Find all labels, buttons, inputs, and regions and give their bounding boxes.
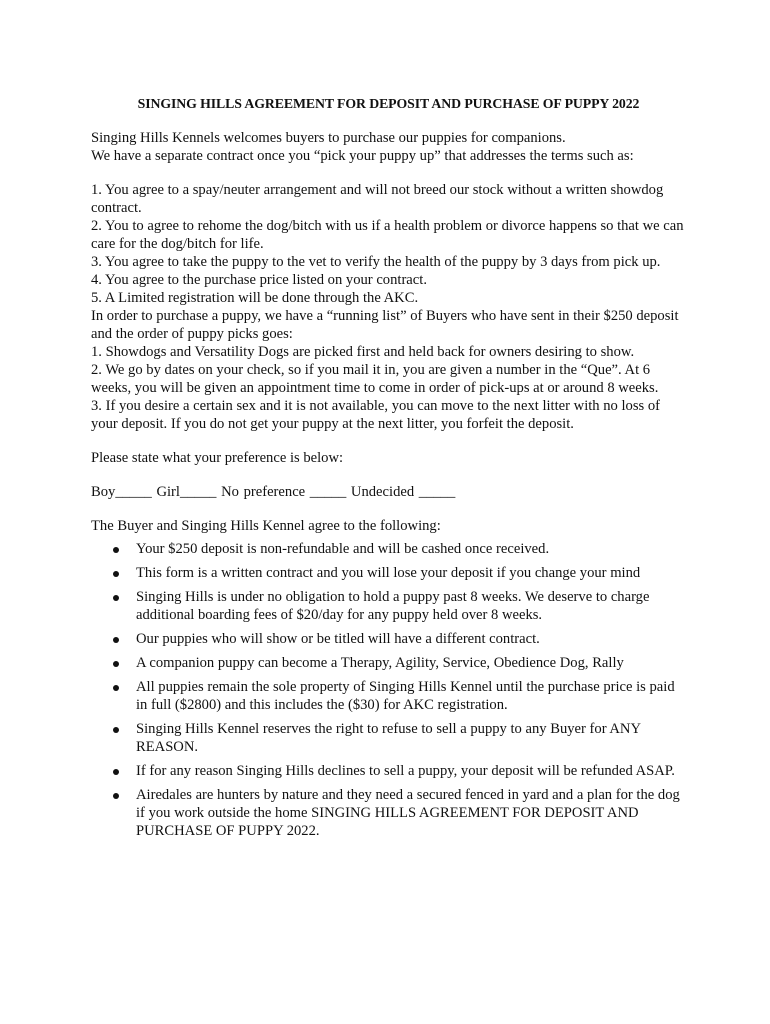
list-item [91,678,686,714]
intro-section [91,129,686,165]
bullet-dot-icon [113,685,119,691]
agreement-bullet-list [91,540,686,840]
list-item [91,720,686,756]
preference-prompt: Please state what your preference is below: [91,450,344,466]
terms-section [91,181,686,433]
term-5: 5. A Limited registration will be done through the AKC. [91,290,419,306]
bullet-text: A companion puppy can become a Therapy, Agility, Service, Obedience Dog, Rally [136,655,624,671]
bullet-dot-icon [113,637,119,643]
bullet-dot-icon [113,571,119,577]
bullet-text: Your $250 deposit is non-refundable and will be cashed once received. [136,541,550,557]
bullet-dot-icon [113,661,119,667]
bullet-text: Our puppies who will show or be titled will have a different contract. [136,631,540,647]
bullet-dot-icon [113,547,119,553]
term-4: 4. You agree to the purchase price listed on your contract. [91,272,427,288]
preference-choices-section [91,483,686,501]
pick-3: 3. If you desire a certain sex and it is not available, you can move to the next litter with no loss of your deposit. If you do not get your puppy at the next litter, you forfeit the deposit. [91,398,661,432]
bullet-text: Singing Hills Kennel reserves the right to refuse to sell a puppy to any Buyer for ANY REASON. [136,721,641,755]
bullet-text: Airedales are hunters by nature and they need a secured fenced in yard and a plan for the dog if you work outside the home SINGING HILLS AGREEMENT FOR DEPOSIT AND PURCHASE OF PUPPY 2022. [136,787,680,839]
bullet-dot-icon [113,727,119,733]
intro-line-2: We have a separate contract once you “pick your puppy up” that addresses the terms such as: [91,148,634,164]
list-item [91,654,686,672]
agreement-section [91,517,686,840]
list-item [91,630,686,648]
term-2: 2. You to agree to rehome the dog/bitch with us if a health problem or divorce happens so that we can care for the dog/bitch for life. [91,218,684,252]
bullet-dot-icon [113,769,119,775]
bullet-text: If for any reason Singing Hills declines to sell a puppy, your deposit will be refunded ASAP. [136,763,675,779]
term-1: 1. You agree to a spay/neuter arrangement and will not breed our stock without a written showdog contract. [91,182,664,216]
pick-1: 1. Showdogs and Versatility Dogs are picked first and held back for owners desiring to show. [91,344,635,360]
list-item [91,564,686,582]
pick-2: 2. We go by dates on your check, so if you mail it in, you are given a number in the “Que”. At 6 weeks, you will be given an appointment time to come in order of pick-ups at or around 8 weeks. [91,362,659,396]
bullet-text: This form is a written contract and you will lose your deposit if you change your mind [136,565,641,581]
list-item [91,786,686,840]
bullet-text: Singing Hills is under no obligation to hold a puppy past 8 weeks. We deserve to charge additional boarding fees of $20/day for any puppy held over 8 weeks. [136,589,650,623]
running-list-intro: In order to purchase a puppy, we have a “running list” of Buyers who have sent in their $250 deposit and the order of puppy picks goes: [91,308,679,342]
bullet-text: All puppies remain the sole property of Singing Hills Kennel until the purchase price is paid in full ($2800) and this includes the ($30) for AKC registration. [136,679,675,713]
document-page [91,95,686,846]
term-3: 3. You agree to take the puppy to the vet to verify the health of the puppy by 3 days from pick up. [91,254,661,270]
list-item [91,588,686,624]
list-item [91,540,686,558]
bullet-dot-icon [113,595,119,601]
list-item [91,762,686,780]
preference-prompt-section [91,449,686,467]
agreement-intro: The Buyer and Singing Hills Kennel agree to the following: [91,518,441,534]
preference-choices[interactable]: Boy_____ Girl_____ No preference _____ Undecided _____ [91,484,456,500]
document-title: SINGING HILLS AGREEMENT FOR DEPOSIT AND PURCHASE OF PUPPY 2022 [137,96,640,111]
bullet-dot-icon [113,793,119,799]
intro-line-1: Singing Hills Kennels welcomes buyers to purchase our puppies for companions. [91,130,566,146]
